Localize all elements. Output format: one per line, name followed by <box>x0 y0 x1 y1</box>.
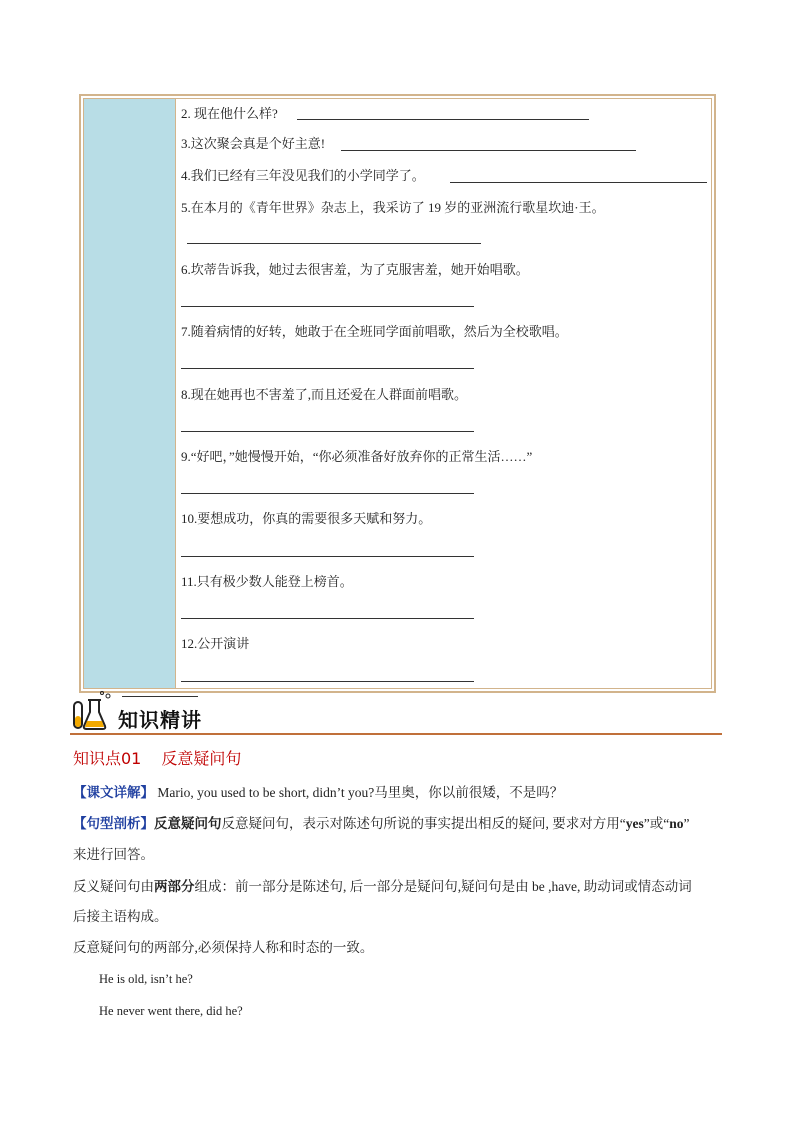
pattern-analysis-content: 反意疑问句，表示对陈述句所说的事实提出相反的疑问, 要求对方用“ <box>221 816 626 831</box>
answer-close: ” <box>683 816 690 831</box>
composition-part2: 组成：前一部分是陈述句, 后一部分是疑问句,疑问句是由 be ,have, 助动词或情态动词 <box>194 879 692 894</box>
answer-yes: yes <box>625 816 644 831</box>
answer-no: no <box>669 816 684 831</box>
table-left-cell <box>84 99 176 688</box>
exercise-item-3: 3.这次聚会真是个好主意! <box>181 136 326 151</box>
composition-part1: 反义疑问句由 <box>73 879 154 894</box>
answer-line-3[interactable] <box>341 150 636 151</box>
exercise-item-2: 2. 现在他什么样? <box>181 106 278 121</box>
exercise-item-10: 10.要想成功，你真的需要很多天赋和努力。 <box>181 511 432 526</box>
section-title: 知识精讲 <box>118 708 202 732</box>
pattern-analysis <box>73 815 690 833</box>
composition-bold: 两部分 <box>154 879 195 894</box>
exercise-item-9: 9.“好吧，”她慢慢开始，“你必须准备好放弃你的正常生活……” <box>181 449 533 464</box>
composition-cont: 后接主语构成。 <box>73 909 168 924</box>
knowledge-point-title <box>73 746 241 769</box>
text-explanation <box>73 784 563 802</box>
answer-line-12[interactable] <box>181 681 474 682</box>
answer-line-7[interactable] <box>181 368 474 369</box>
answer-line-5[interactable] <box>187 243 481 244</box>
exercise-item-12: 12.公开演讲 <box>181 636 250 651</box>
knowledge-point-number: 知识点01 <box>73 749 142 768</box>
exercise-item-6: 6.坎蒂告诉我，她过去很害羞，为了克服害羞，她开始唱歌。 <box>181 262 529 277</box>
answer-line-8[interactable] <box>181 431 474 432</box>
text-explanation-content: Mario, you used to be short, didn’t you?马里奥，你以前很矮，不是吗？ <box>157 785 564 800</box>
section-header <box>70 690 722 734</box>
answer-line-11[interactable] <box>181 618 474 619</box>
exercise-item-8: 8.现在她再也不害羞了,而且还爱在人群面前唱歌。 <box>181 387 468 402</box>
knowledge-point-name: 反意疑问句 <box>161 749 242 768</box>
exercise-item-11: 11.只有极少数人能登上榜首。 <box>181 574 353 589</box>
answer-line-2[interactable] <box>297 119 589 120</box>
flask-icon <box>70 690 116 732</box>
consistency-rule: 反意疑问句的两部分,必须保持人称和时态的一致。 <box>73 940 374 955</box>
exercise-item-5: 5.在本月的《青年世界》杂志上，我采访了 19 岁的亚洲流行歌星坎迪·王。 <box>181 200 605 215</box>
answer-line-9[interactable] <box>181 493 474 494</box>
answer-or: ”或“ <box>643 816 670 831</box>
answer-line-10[interactable] <box>181 556 474 557</box>
example-sentence: He never went there, did he? <box>99 1004 243 1018</box>
pattern-analysis-term: 反意疑问句 <box>154 816 222 831</box>
pattern-analysis-cont: 来进行回答。 <box>73 847 154 862</box>
exercise-item-4: 4.我们已经有三年没见我们的小学同学了。 <box>181 168 425 183</box>
example-sentence: He is old, isn’t he? <box>99 972 193 986</box>
composition <box>73 878 692 896</box>
answer-line-6[interactable] <box>181 306 474 307</box>
text-explanation-tag: 【课文详解】 <box>73 785 154 800</box>
exercise-item-7: 7.随着病情的好转，她敢于在全班同学面前唱歌，然后为全校歌唱。 <box>181 324 568 339</box>
section-underline <box>70 733 722 735</box>
pattern-analysis-tag: 【句型剖析】 <box>73 816 154 831</box>
answer-line-4[interactable] <box>450 182 707 183</box>
header-decor-line <box>122 696 198 697</box>
